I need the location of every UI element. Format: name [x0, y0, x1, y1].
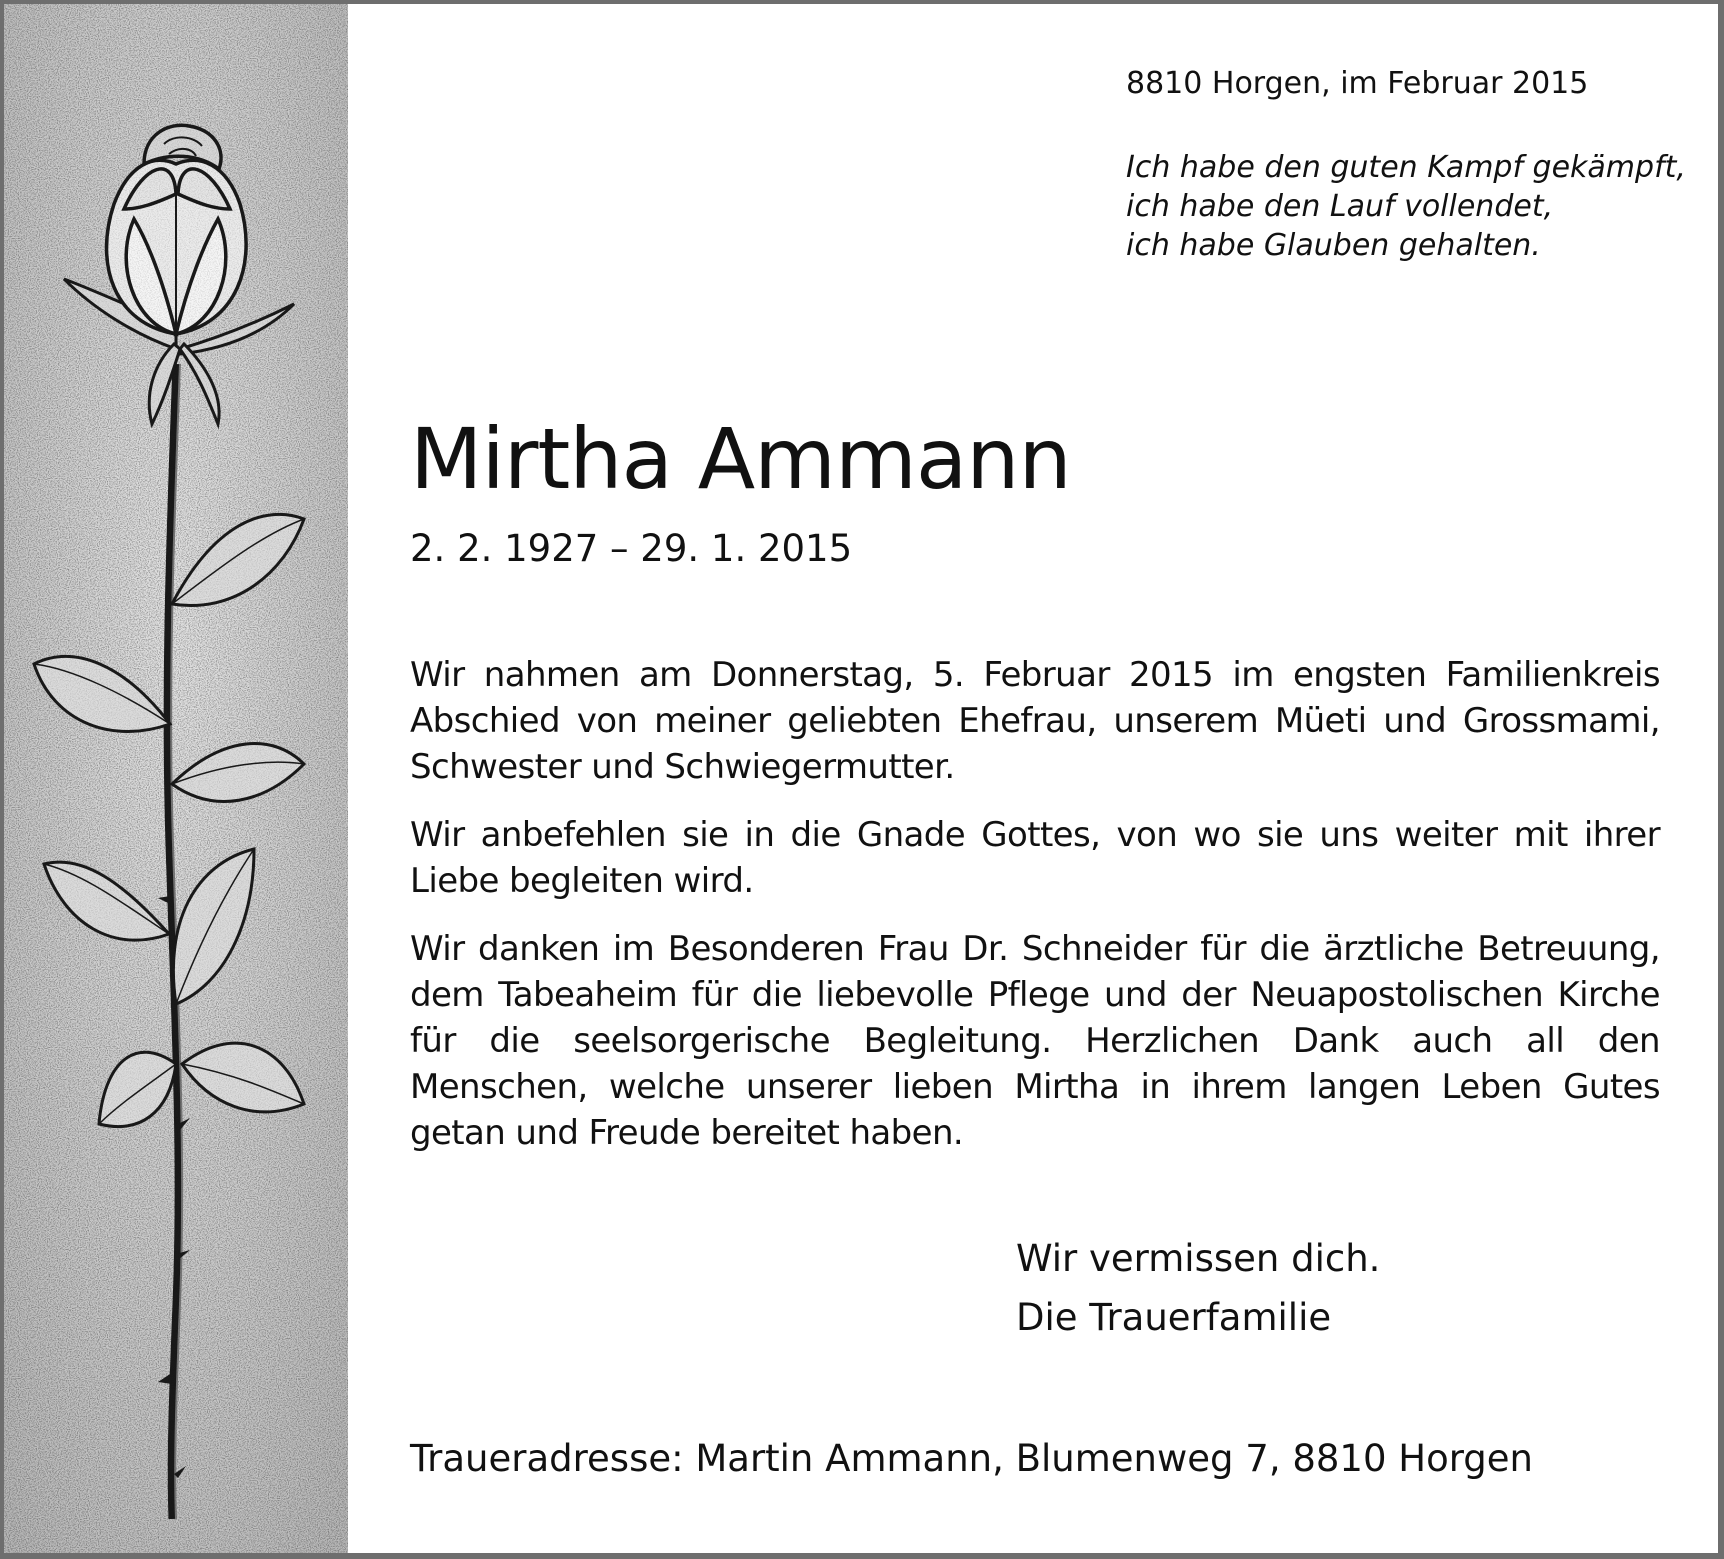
- closing-line: Wir vermissen dich.: [1016, 1237, 1381, 1280]
- paragraph: Wir nahmen am Donnerstag, 5. Februar 2015 im engsten Familienkreis Abschied von meiner geliebten Ehefrau, unserem Müeti und Grossmami, Schwester und Schwiegermutter.: [410, 655, 1660, 787]
- mourning-address: Traueradresse: Martin Ammann, Blumenweg 7, 8810 Horgen: [410, 1437, 1533, 1480]
- bible-verse: [1126, 148, 1686, 265]
- rose-illustration-panel: [4, 4, 348, 1553]
- verse-line: Ich habe den guten Kampf gekämpft,: [1126, 150, 1686, 185]
- life-dates: 2. 2. 1927 – 29. 1. 2015: [410, 527, 853, 570]
- place-date: 8810 Horgen, im Februar 2015: [1126, 66, 1589, 101]
- notice-text-column: [410, 4, 1686, 1553]
- paragraph: Wir danken im Besonderen Frau Dr. Schneider für die ärztliche Betreuung, dem Tabeaheim für die liebevolle Pflege und der Neuapostolischen Kirche für die seelsorgerische Begleitung. Herzlichen Dank auch all den Menschen, welche unserer lieben Mirtha in ihrem langen Leben Gutes getan und Freude bereitet haben.: [410, 929, 1660, 1153]
- signature-line: Die Trauerfamilie: [1016, 1296, 1332, 1339]
- deceased-name: Mirtha Ammann: [410, 410, 1071, 508]
- obituary-notice: [4, 4, 1718, 1553]
- rose-icon: [4, 4, 348, 1553]
- verse-line: ich habe den Lauf vollendet,: [1126, 189, 1554, 224]
- closing-signature: [1016, 1229, 1380, 1347]
- verse-line: ich habe Glauben gehalten.: [1126, 228, 1541, 263]
- paragraph: Wir anbefehlen sie in die Gnade Gottes, von wo sie uns weiter mit ihrer Liebe begleiten wird.: [410, 815, 1660, 901]
- notice-body: [410, 652, 1660, 1178]
